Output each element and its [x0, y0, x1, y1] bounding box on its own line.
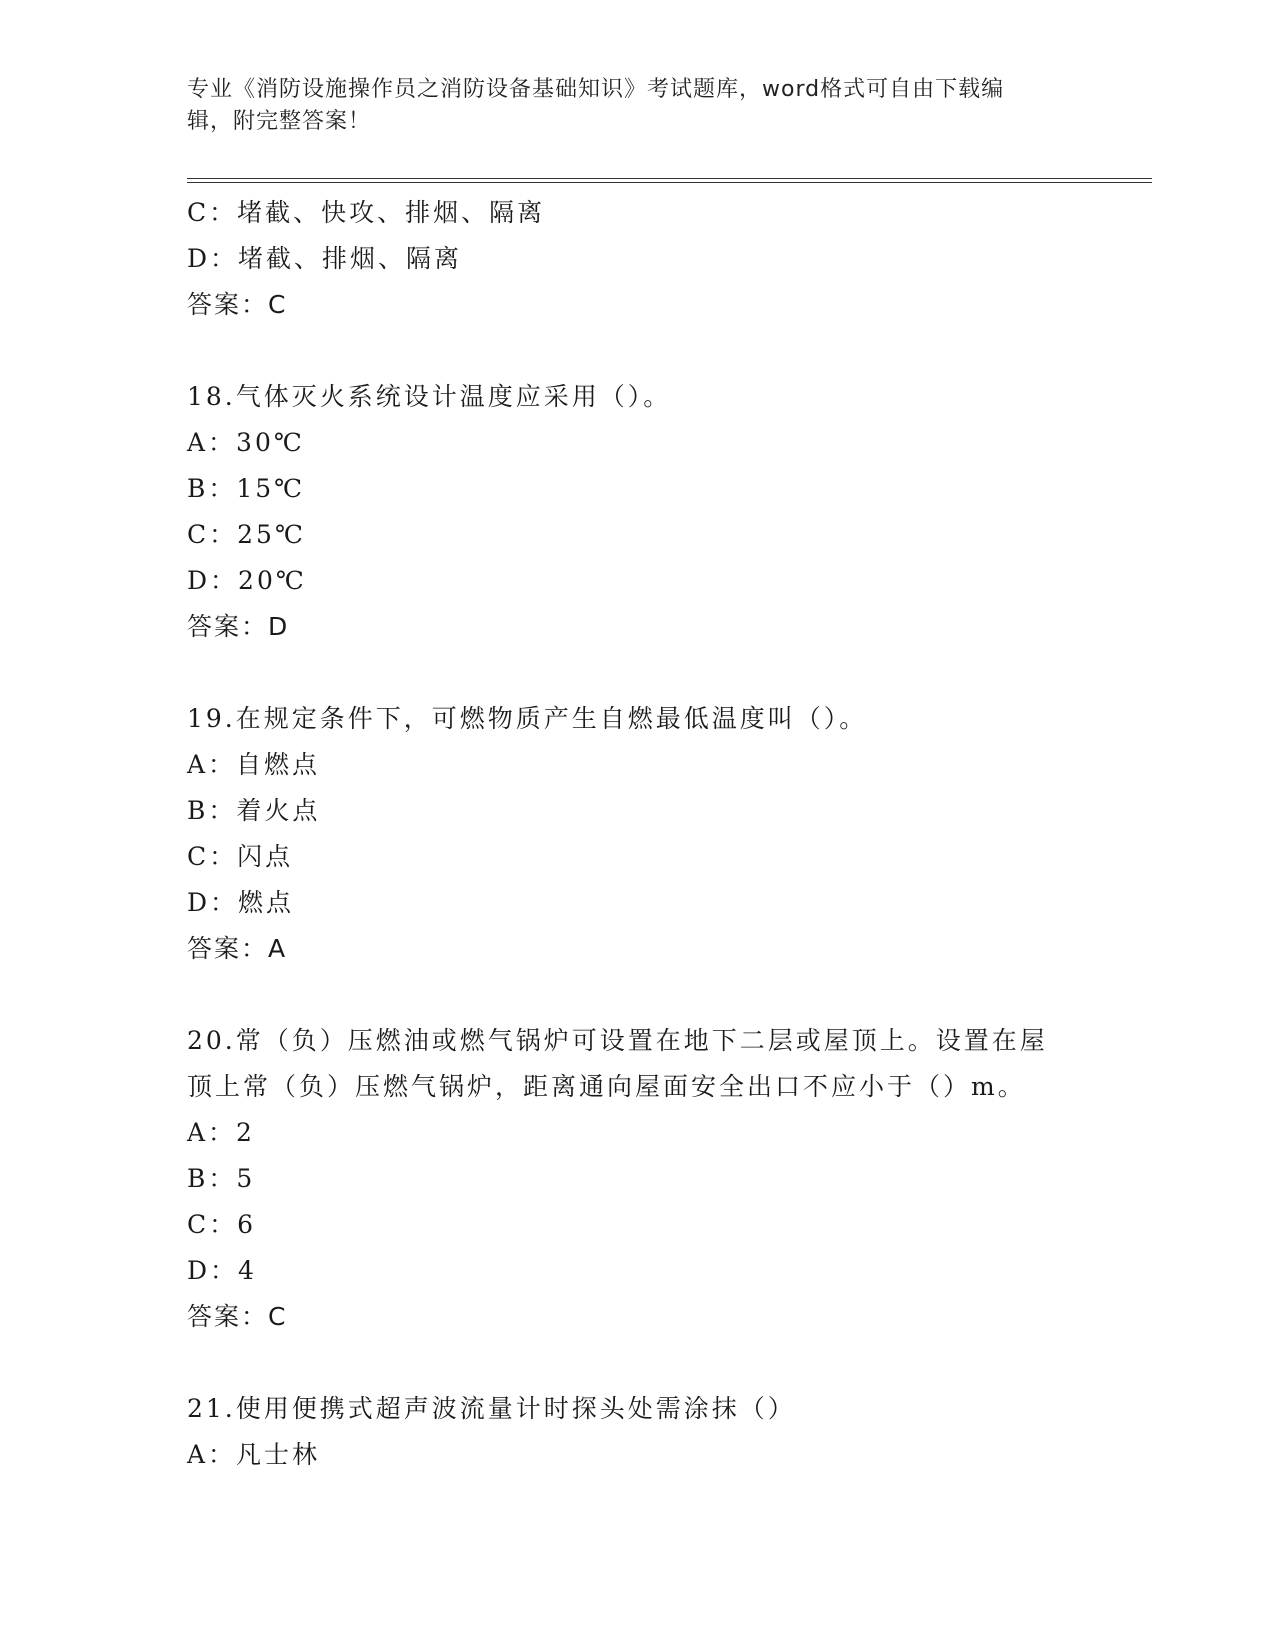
option-a: A：2 — [187, 1118, 255, 1147]
option-a: A：30℃ — [187, 428, 305, 457]
option-a: A：自燃点 — [187, 750, 321, 779]
option-b: B：5 — [187, 1164, 256, 1193]
header-divider — [187, 178, 1152, 183]
answer-line: 答案：D — [187, 612, 290, 641]
question-19 — [187, 696, 1087, 972]
option-d: D：堵截、排烟、隔离 — [187, 244, 463, 273]
question-list — [187, 190, 1087, 1478]
answer-line: 答案：C — [187, 290, 288, 319]
answer-line: 答案：A — [187, 934, 288, 963]
answer-line: 答案：C — [187, 1302, 288, 1331]
option-b: B：着火点 — [187, 796, 321, 825]
option-b: B：15℃ — [187, 474, 306, 503]
option-c: C：堵截、快攻、排烟、隔离 — [187, 198, 546, 227]
option-d: D：20℃ — [187, 566, 307, 595]
question-20 — [187, 1018, 1087, 1340]
question-21 — [187, 1386, 1087, 1478]
header-line-2: 辑，附完整答案！ — [187, 109, 372, 134]
question-text: 19.在规定条件下，可燃物质产生自燃最低温度叫（）。 — [187, 704, 868, 733]
option-c: C：闪点 — [187, 842, 294, 871]
question-text: 21.使用便携式超声波流量计时探头处需涂抹（） — [187, 1394, 796, 1423]
option-d: D：4 — [187, 1256, 257, 1285]
question-text: 18.气体灭火系统设计温度应采用（）。 — [187, 382, 672, 411]
question-text-line-1: 20.常（负）压燃油或燃气锅炉可设置在地下二层或屋顶上。设置在屋 — [187, 1026, 1048, 1055]
header-line-1: 专业《消防设施操作员之消防设备基础知识》考试题库，word格式可自由下载编 — [187, 77, 1005, 102]
question-18 — [187, 374, 1087, 650]
option-d: D：燃点 — [187, 888, 295, 917]
document-header — [187, 74, 1087, 138]
previous-question-tail — [187, 190, 1087, 328]
option-c: C：6 — [187, 1210, 257, 1239]
option-c: C：25℃ — [187, 520, 306, 549]
option-a: A：凡士林 — [187, 1440, 321, 1469]
question-text-line-2: 顶上常（负）压燃气锅炉，距离通向屋面安全出口不应小于（）m。 — [187, 1072, 1026, 1101]
